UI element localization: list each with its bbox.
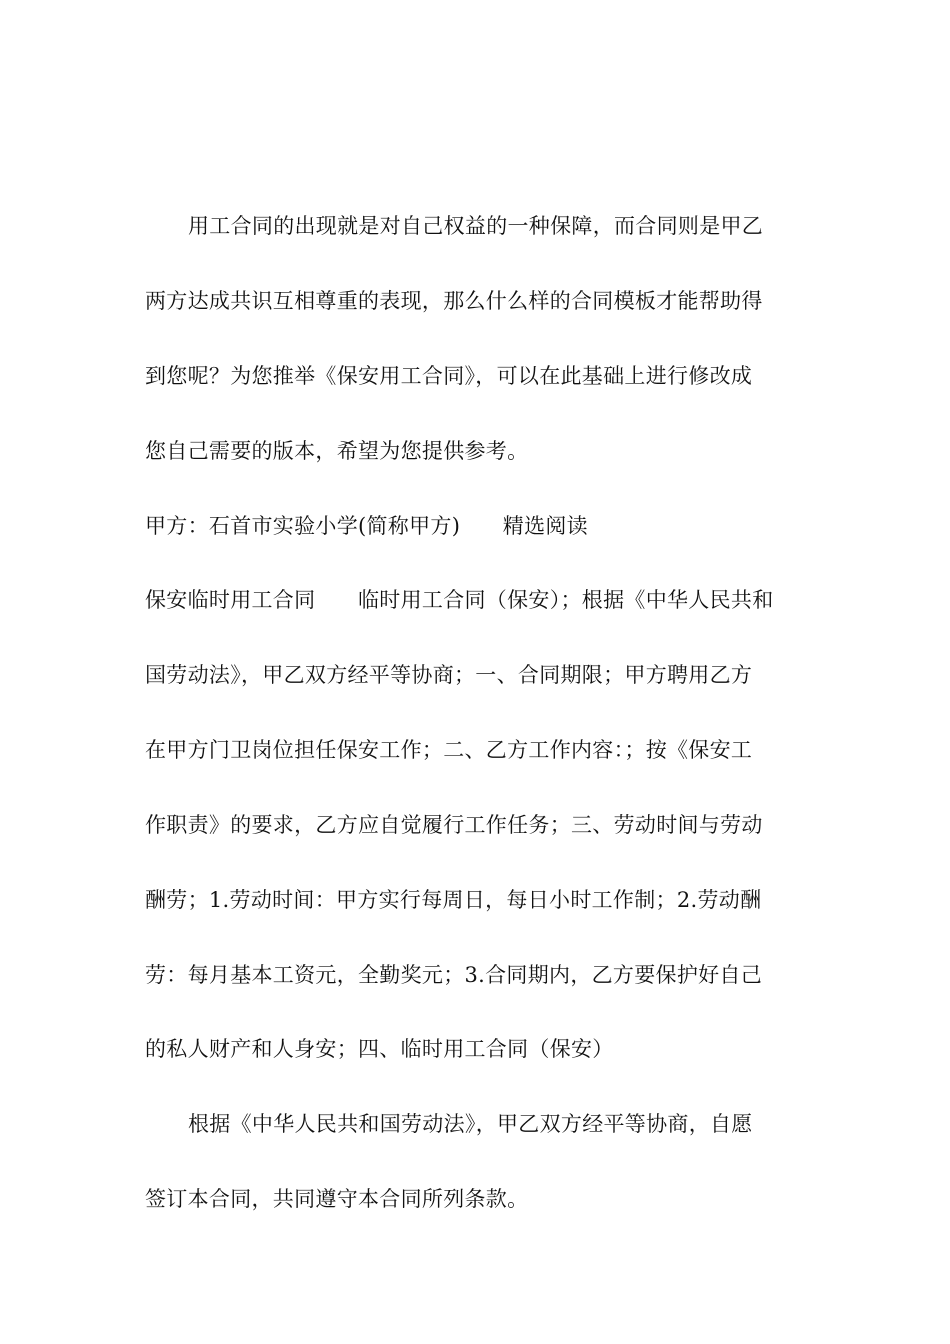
contract-summary-line-5: 酬劳；1.劳动时间：甲方实行每周日，每日小时工作制；2.劳动酬 bbox=[145, 888, 762, 912]
paragraph-intro-line-1: 用工合同的出现就是对自己权益的一种保障，而合同则是甲乙 bbox=[188, 214, 764, 238]
contract-summary-line-7: 的私人财产和人身安；四、临时用工合同（保安） bbox=[145, 1037, 614, 1061]
contract-summary-line-4: 作职责》的要求，乙方应自觉履行工作任务；三、劳动时间与劳动 bbox=[145, 813, 763, 837]
contract-summary-line-6: 劳：每月基本工资元，全勤奖元；3.合同期内，乙方要保护好自己 bbox=[145, 963, 763, 987]
contract-summary-line-2: 国劳动法》，甲乙双方经平等协商；一、合同期限；甲方聘用乙方 bbox=[145, 663, 753, 687]
paragraph-intro-line-2: 两方达成共识互相尊重的表现，那么什么样的合同模板才能帮助得 bbox=[145, 289, 763, 313]
paragraph-basis-line-2: 签订本合同，共同遵守本合同所列条款。 bbox=[145, 1187, 529, 1211]
paragraph-intro-line-4: 您自己需要的版本，希望为您提供参考。 bbox=[145, 439, 529, 463]
contract-summary-line-3: 在甲方门卫岗位担任保安工作；二、乙方工作内容：；按《保安工 bbox=[145, 738, 753, 762]
paragraph-intro-line-3: 到您呢？为您推举《保安用工合同》，可以在此基础上进行修改成 bbox=[145, 364, 753, 388]
party-a-line: 甲方：石首市实验小学(简称甲方) 精选阅读 bbox=[145, 514, 588, 538]
paragraph-basis-line-1: 根据《中华人民共和国劳动法》，甲乙双方经平等协商，自愿 bbox=[188, 1112, 753, 1136]
contract-summary-line-1: 保安临时用工合同 临时用工合同（保安）；根据《中华人民共和 bbox=[145, 588, 774, 612]
